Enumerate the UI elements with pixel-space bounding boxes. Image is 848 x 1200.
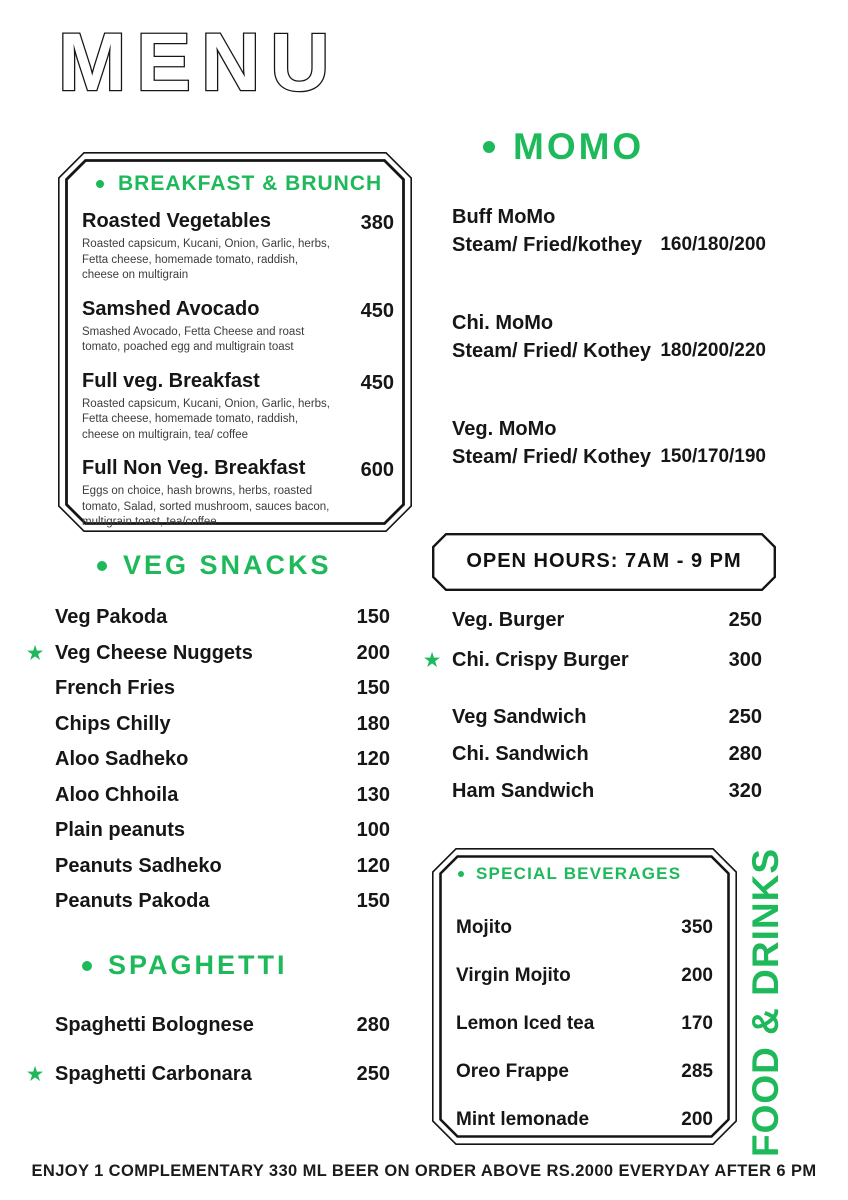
menu-item [55, 677, 390, 699]
bullet-icon [97, 561, 107, 571]
item-price: 150 [356, 677, 390, 699]
breakfast-heading-label: BREAKFAST & BRUNCH [118, 172, 383, 195]
sandwich-list [452, 706, 762, 817]
beverages-box [432, 848, 737, 1145]
item-price: 300 [728, 649, 762, 671]
item-name: Ham Sandwich [452, 780, 595, 802]
item-name: Veg Pakoda [55, 606, 168, 628]
item-name: Spaghetti Carbonara [55, 1063, 252, 1085]
item-name: Oreo Frappe [456, 1061, 569, 1082]
item-name: Aloo Sadheko [55, 748, 189, 770]
bullet-icon [96, 180, 104, 188]
page-title: MENU [58, 17, 340, 108]
item-name: Roasted Vegetables [82, 210, 271, 232]
item-name: Veg Sandwich [452, 706, 587, 728]
item-name: Veg Cheese Nuggets [55, 641, 253, 664]
menu-item [55, 713, 390, 735]
star-icon: ★ [27, 1064, 44, 1084]
item-name: Veg. Burger [452, 609, 565, 631]
item-name: Aloo Chhoila [55, 783, 179, 806]
star-icon: ★ [27, 642, 44, 663]
item-price: 120 [356, 748, 390, 770]
menu-item [82, 368, 394, 444]
item-price: 200 [681, 1109, 713, 1130]
item-name: Plain peanuts [55, 819, 186, 841]
momo-list [452, 203, 766, 521]
veg-snacks-heading [97, 550, 332, 581]
item-name: Lemon Iced tea [456, 1013, 595, 1034]
item-price: 285 [681, 1061, 713, 1082]
item-price: 320 [728, 780, 762, 802]
spaghetti-heading [82, 950, 288, 981]
menu-item [452, 706, 762, 728]
item-price: 120 [356, 854, 390, 877]
menu-item [55, 606, 390, 628]
item-name: Buff MoMo [452, 206, 556, 228]
item-price: 350 [681, 917, 713, 938]
momo-heading-label: MOMO [513, 126, 645, 167]
item-price: 150 [356, 890, 390, 912]
burger-list [424, 609, 762, 689]
item-price: 200 [681, 965, 713, 986]
veg-snacks-heading-label: VEG SNACKS [123, 550, 332, 580]
bullet-icon [82, 961, 92, 971]
menu-item [452, 203, 766, 259]
menu-item [27, 641, 390, 664]
item-description: Roasted capsicum, Kucani, Onion, Garlic, herbs, Fetta cheese, homemade tomato, raddish, cheese on multigrain [82, 238, 331, 281]
menu-item [55, 890, 390, 912]
item-price: 250 [728, 706, 762, 728]
item-name: Spaghetti Bolognese [55, 1014, 254, 1036]
menu-item [452, 609, 762, 631]
spaghetti-list [27, 1014, 390, 1112]
menu-item [456, 1109, 713, 1130]
item-price: 180/200/220 [660, 340, 766, 361]
star-icon: ★ [424, 650, 441, 670]
open-hours-label: OPEN HOURS: 7AM - 9 PM [466, 550, 742, 572]
item-price: 380 [360, 212, 394, 234]
menu-item [55, 748, 390, 770]
menu-item [82, 455, 394, 531]
menu-item [82, 208, 394, 284]
item-price: 160/180/200 [660, 234, 766, 255]
item-name: Chips Chilly [55, 712, 171, 735]
beverages-heading-label: SPECIAL BEVERAGES [476, 864, 682, 883]
item-name: Mojito [456, 917, 512, 938]
menu-item [452, 743, 762, 765]
item-price: 450 [360, 371, 394, 394]
item-price: 600 [360, 459, 394, 481]
beverages-heading [456, 864, 713, 884]
veg-snacks-list [27, 606, 390, 926]
item-name: Chi. MoMo [452, 312, 554, 334]
menu-item [452, 415, 766, 471]
item-price: 150 [356, 606, 390, 628]
item-price: 280 [728, 743, 762, 765]
menu-item [82, 296, 394, 356]
menu-item [456, 1061, 713, 1082]
menu-item [55, 1014, 390, 1036]
item-price: 250 [356, 1063, 390, 1085]
breakfast-box [58, 152, 412, 532]
item-price: 170 [681, 1013, 713, 1034]
item-variants: Steam/ Fried/ Kothey [452, 340, 651, 362]
item-name: Chi. Crispy Burger [452, 649, 629, 671]
bullet-icon [458, 871, 464, 877]
breakfast-heading [82, 172, 394, 196]
menu-item [55, 855, 390, 877]
item-description: Eggs on choice, hash browns, herbs, roasted tomato, Salad, sorted mushroom, sauces bacon, multigrain toast, tea/coffee [82, 485, 330, 528]
item-price: 150/170/190 [660, 446, 766, 467]
item-variants: Steam/ Fried/ Kothey [452, 446, 651, 468]
spaghetti-heading-label: SPAGHETTI [108, 950, 288, 980]
item-price: 100 [356, 819, 390, 841]
item-description: Roasted capsicum, Kucani, Onion, Garlic, herbs, Fetta cheese, homemade tomato, raddish, cheese on multigrain, tea/ coffee [82, 397, 331, 441]
item-name: Veg. MoMo [452, 418, 557, 440]
menu-item [452, 309, 766, 365]
menu-item [452, 780, 762, 802]
item-name: French Fries [55, 677, 176, 699]
item-name: Full veg. Breakfast [82, 369, 260, 392]
food-and-drinks-label: FOOD & DRINKS [745, 848, 786, 1157]
menu-item [456, 965, 713, 986]
item-price: 280 [356, 1014, 390, 1036]
item-price: 200 [356, 641, 390, 664]
footer-note: ENJOY 1 COMPLEMENTARY 330 ML BEER ON ORDER ABOVE RS.2000 EVERYDAY AFTER 6 PM [31, 1162, 817, 1180]
item-name: Samshed Avocado [82, 297, 260, 320]
item-price: 250 [728, 609, 762, 631]
menu-item [55, 784, 390, 806]
item-price: 450 [360, 299, 394, 322]
item-name: Peanuts Pakoda [55, 890, 210, 912]
item-name: Chi. Sandwich [452, 743, 589, 765]
menu-item [424, 649, 762, 671]
bullet-icon [483, 141, 495, 153]
item-variants: Steam/ Fried/kothey [452, 234, 643, 256]
open-hours-box [432, 533, 776, 591]
item-name: Mint lemonade [456, 1109, 590, 1130]
menu-item [55, 819, 390, 841]
item-name: Full Non Veg. Breakfast [82, 457, 306, 479]
item-name: Peanuts Sadheko [55, 854, 222, 877]
item-price: 130 [356, 783, 390, 806]
momo-heading [483, 126, 644, 168]
item-description: Smashed Avocado, Fetta Cheese and roast tomato, poached egg and multigrain toast [82, 325, 305, 353]
menu-item [456, 1013, 713, 1034]
item-price: 180 [356, 712, 390, 735]
item-name: Virgin Mojito [456, 965, 571, 986]
menu-item [456, 917, 713, 938]
menu-item [27, 1063, 390, 1085]
